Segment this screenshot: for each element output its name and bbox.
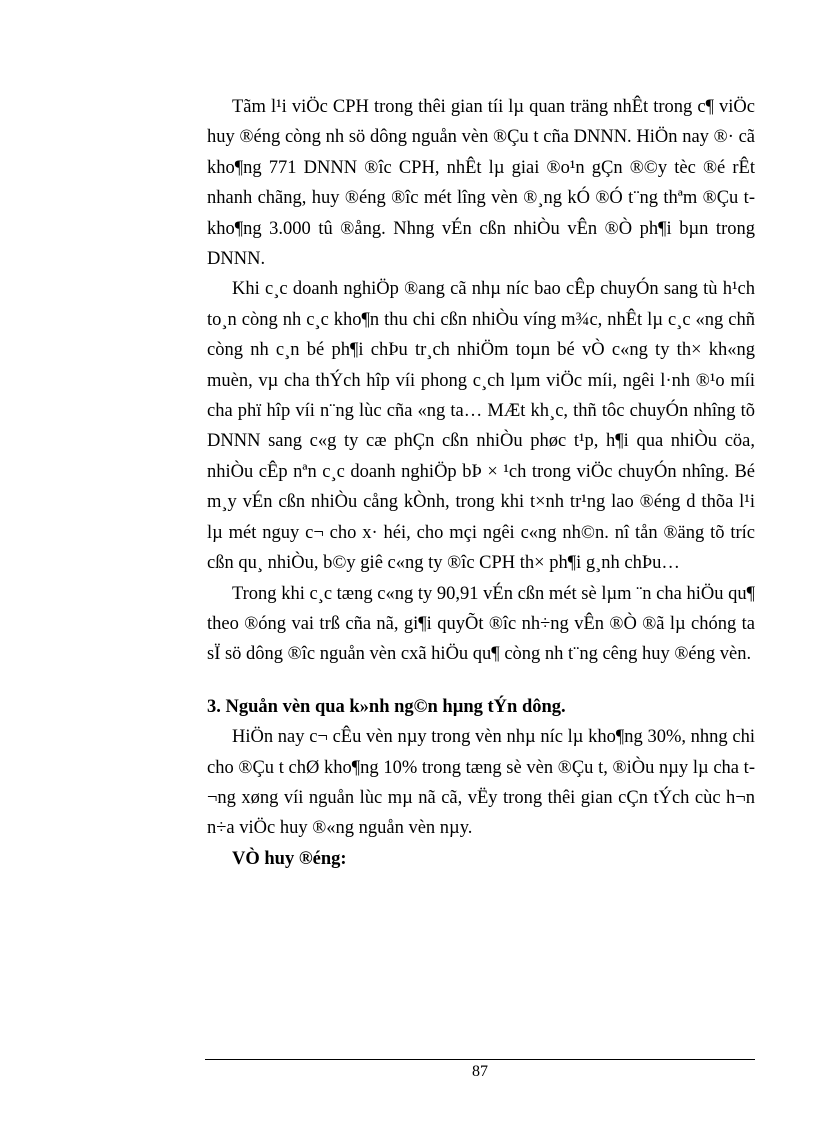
section-paragraph: HiÖn nay c¬ cÊu vèn nµy trong vèn nhµ níc lµ kho¶ng 30%, nhng chi cho ®Çu t chØ kho¶ng 10% trong tæng sè vèn ®Çu t, ®iÒu nµy lµ cha t¬ng xøng víi nguån lùc mµ nã cã, vËy trong thêi gian cÇn tÝch cùc h¬n n÷a viÖc huy ®«ng nguån vèn nµy. xyxy=(207,727,755,839)
body-text xyxy=(207,92,755,874)
footer-rule xyxy=(205,1059,755,1060)
page-number: 87 xyxy=(472,1063,488,1080)
paragraph-3: Trong khi c¸c tæng c«ng ty 90,91 vÉn cßn mét sè lµm ¨n cha hiÖu qu¶ theo ®óng vai trß cña nã, gi¶i quyÕt ®îc nh÷ng vÊn ®Ò ®ã lµ chóng ta sÏ sö dông ®îc nguån vèn cxã hiÖu qu¶ còng nh t¨ng cêng huy ®éng vèn. xyxy=(207,583,755,665)
paragraph-2: Khi c¸c doanh nghiÖp ®ang cã nhµ níc bao cÊp chuyÓn sang tù h¹ch to¸n còng nh c¸c kho¶n thu chi cßn nhiÒu víng m¾c, nhÊt lµ c¸c «ng chñ còng nh c¸n bé ph¶i chÞu tr¸ch nhiÖm toµn bé vÒ c«ng ty th× kh«ng muèn, vµ cha thÝch hîp víi phong c¸ch lµm viÖc míi, ngêi l·nh ®¹o míi cha phï hîp víi n¨ng lùc cña «ng ta… MÆt kh¸c, thñ tôc chuyÓn nhîng tõ DNNN sang c«g ty cæ phÇn cßn nhiÒu phøc t¹p, h¶i qua nhiÒu cöa, nhiÒu cÊp nªn c¸c doanh nghiÖp bÞ × ¹ch trong viÖc chuyÓn nhîng. Bé m¸y vÉn cßn nhiÒu cång kÒnh, trong khi t×nh tr¹ng lao ®éng d thõa l¹i lµ mét nguy c¬ cho x· héi, cho mçi ngêi c«ng nh©n. nî tån ®äng tõ tríc cßn qu¸ nhiÒu, b©y giê c«ng ty ®îc CPH th× ph¶i g¸nh chÞu… xyxy=(207,279,755,574)
paragraph-1: Tãm l¹i viÖc CPH trong thêi gian tíi lµ quan träng nhÊt trong c¶ viÖc huy ®éng còng nh sö dông nguån vèn ®Çu t cña DNNN. HiÖn nay ®· cã kho¶ng 771 DNNN ®îc CPH, nhÊt lµ giai ®o¹n gÇn ®©y tèc ®é rÊt nhanh chãng, huy ®éng ®îc mét lîng vèn ®¸ng kÓ ®Ó t¨ng thªm ®Çu t kho¶ng 3.000 tû ®ång. Nhng vÉn cßn nhiÒu vÊn ®Ò ph¶i bµn trong DNNN. xyxy=(207,97,755,270)
section-heading: 3. Nguån vèn qua k»nh ng©n hµng tÝn dông. xyxy=(207,696,566,717)
subheading: VÒ huy ®éng: xyxy=(232,848,347,869)
